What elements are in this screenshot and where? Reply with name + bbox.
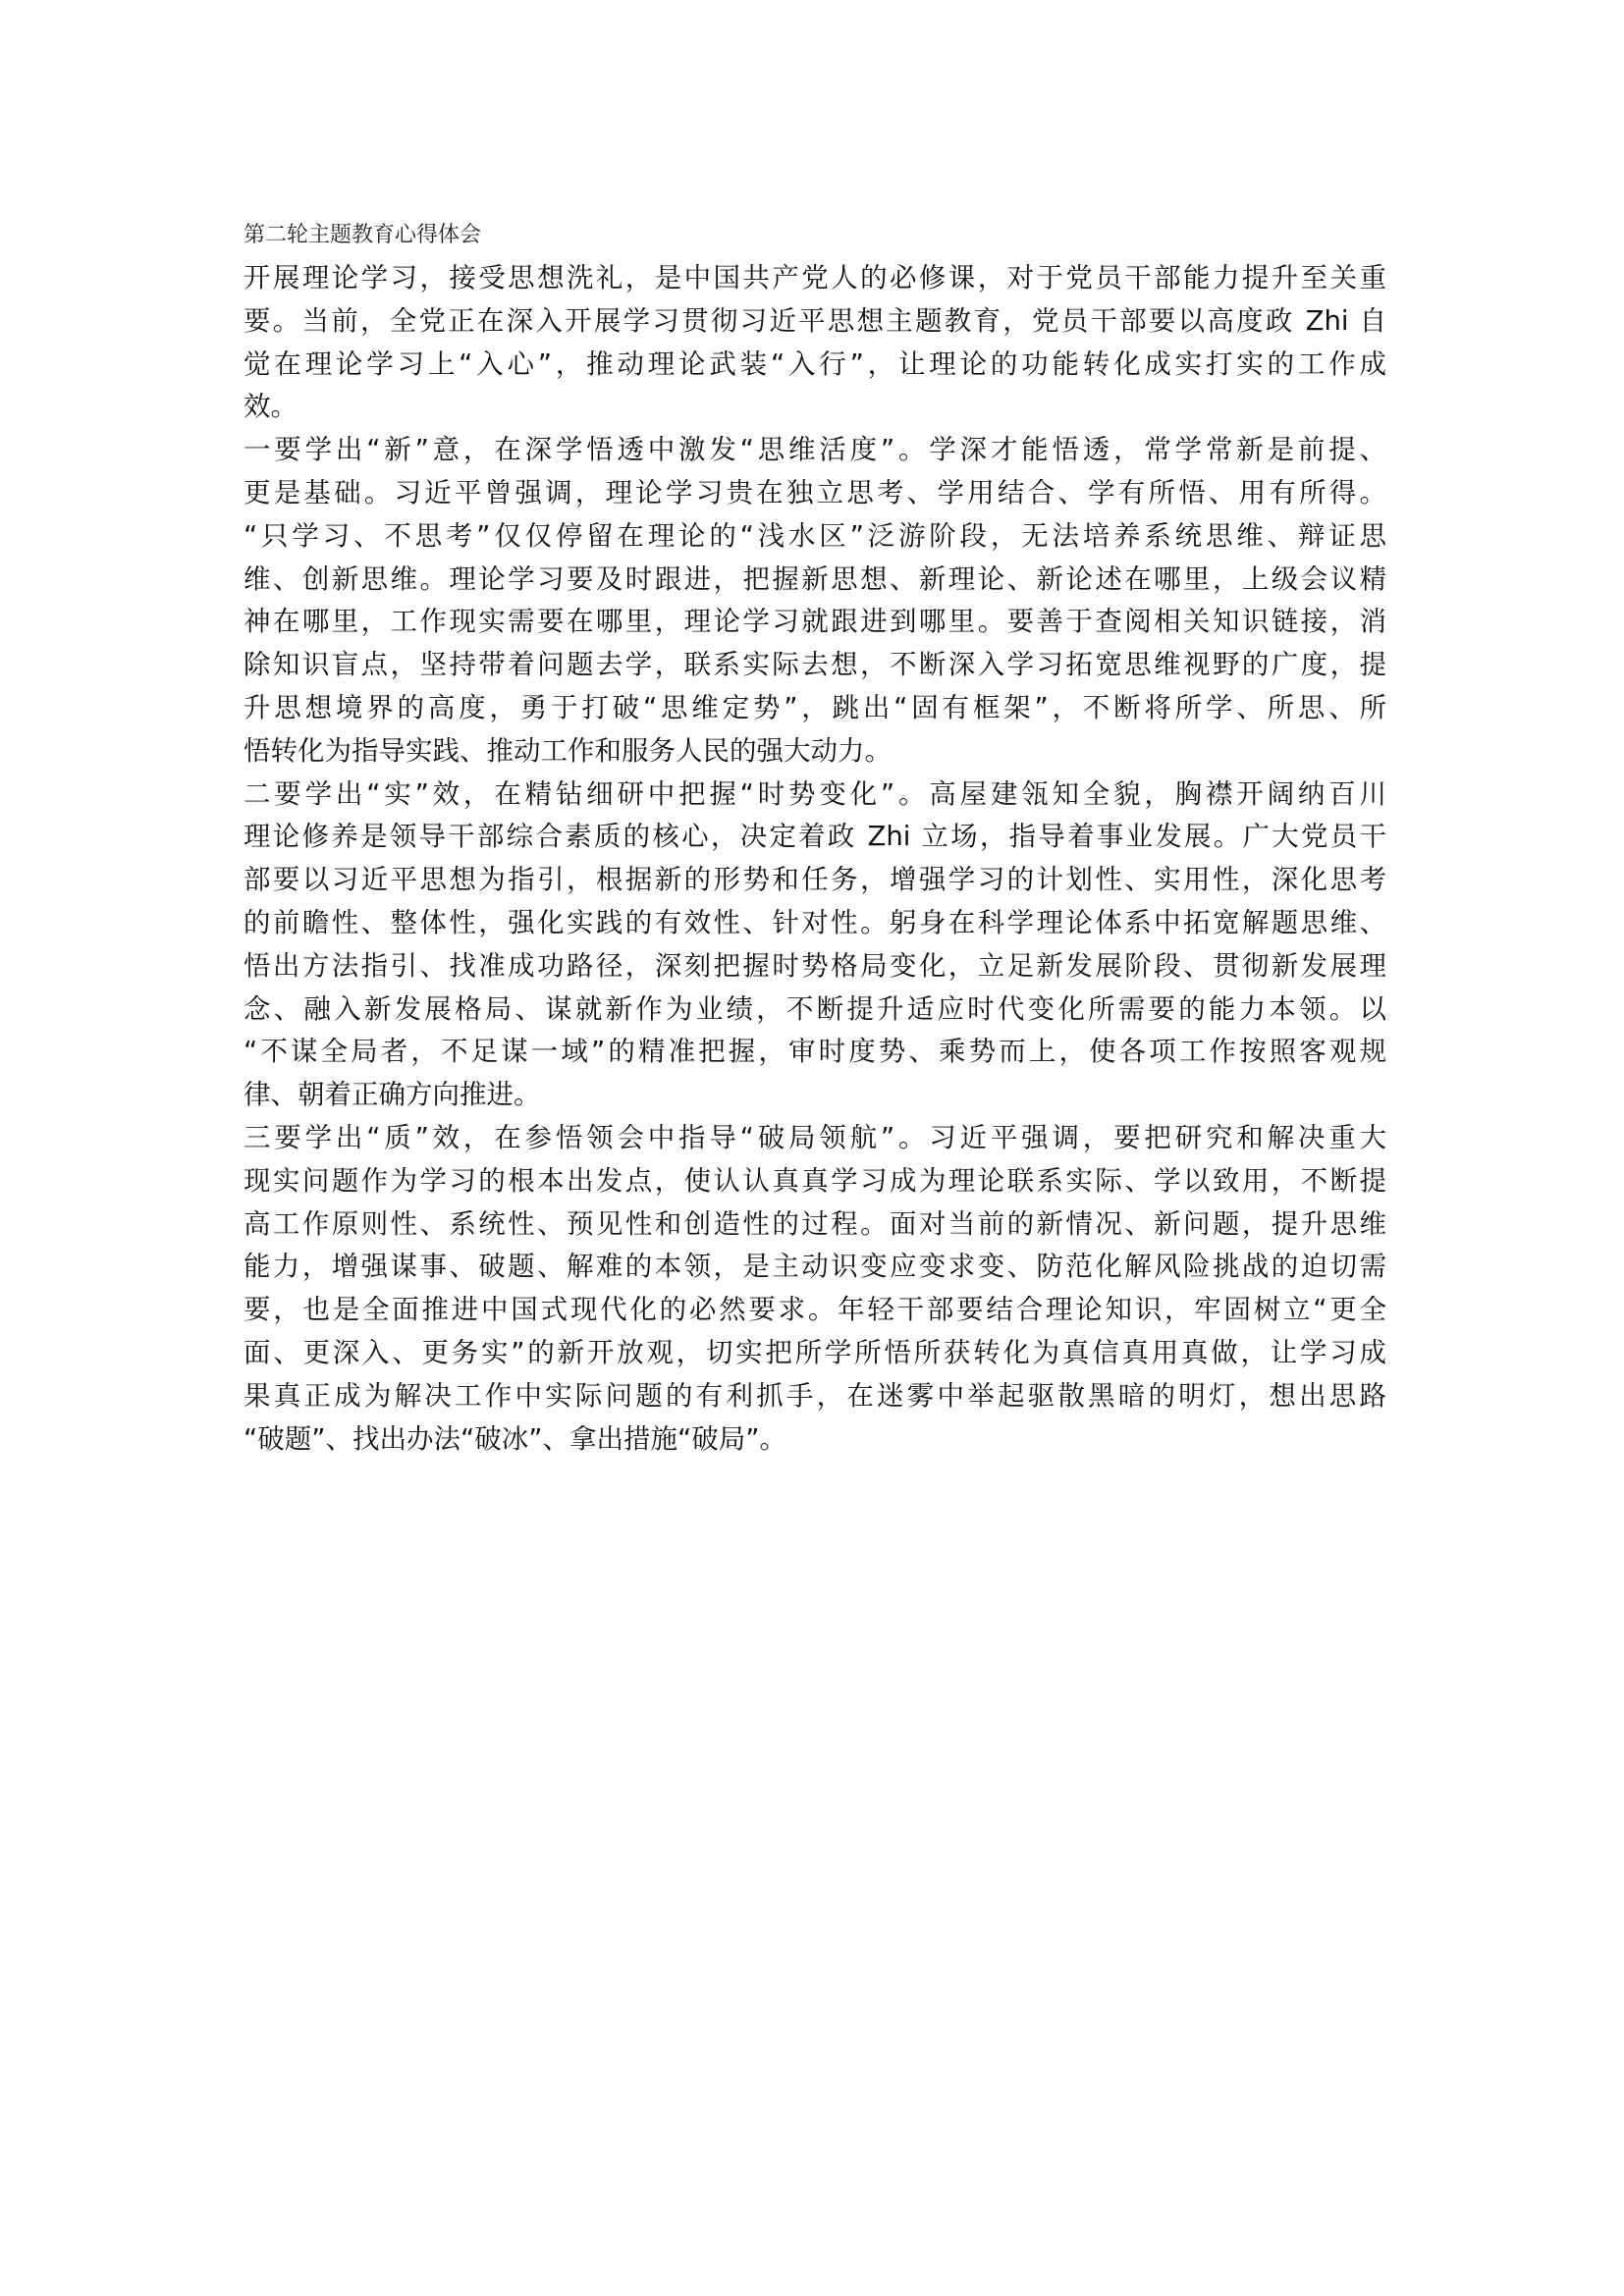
text-line: 律、朝着正确方向推进。 xyxy=(244,1079,541,1111)
text-line: 要。当前，全党正在深入开展学习贯彻习近平思想主题教育，党员干部要以高度政 Zhi 自 xyxy=(244,304,1386,337)
document-body xyxy=(244,214,1386,1461)
text-line: 升思想境界的高度，勇于打破“思维定势”，跳出“固有框架”，不断将所学、所思、所 xyxy=(244,691,1386,723)
text-line: 一要学出“新”意，在深学悟透中激发“思维活度”。学深才能悟透，常学常新是前提、 xyxy=(244,434,1386,466)
paragraph xyxy=(244,429,1386,773)
text-line: 现实问题作为学习的根本出发点，使认认真真学习成为理论联系实际、学以致用，不断提 xyxy=(244,1164,1386,1197)
text-line: 理论修养是领导干部综合素质的核心，决定着政 Zhi 立场，指导着事业发展。广大党员干 xyxy=(244,821,1386,853)
text-line: “破题”、找出办法“破冰”、拿出措施“破局”。 xyxy=(244,1422,786,1455)
text-line: 部要以习近平思想为指引，根据新的形势和任务，增强学习的计划性、实用性，深化思考 xyxy=(244,864,1386,896)
text-line: “不谋全局者，不足谋一域”的精准把握，审时度势、乘势而上，使各项工作按照客观规 xyxy=(244,1036,1386,1068)
text-line: 果真正成为解决工作中实际问题的有利抓手，在迷雾中举起驱散黑暗的明灯，想出思路 xyxy=(244,1379,1386,1412)
paragraph xyxy=(244,1117,1386,1461)
text-line: 二要学出“实”效，在精钻细研中把握“时势变化”。高屋建瓴知全貌，胸襟开阔纳百川 xyxy=(244,777,1386,810)
text-line: 三要学出“质”效，在参悟领会中指导“破局领航”。习近平强调，要把研究和解决重大 xyxy=(244,1121,1386,1153)
document-title: 第二轮主题教育心得体会 xyxy=(244,223,482,247)
text-line: 维、创新思维。理论学习要及时跟进，把握新思想、新理论、新论述在哪里，上级会议精 xyxy=(244,562,1386,595)
text-line: 觉在理论学习上“入心”，推动理论武装“入行”，让理论的功能转化成实打实的工作成 xyxy=(244,347,1386,380)
text-line: 悟转化为指导实践、推动工作和服务人民的强大动力。 xyxy=(244,734,892,767)
text-line: 除知识盲点，坚持带着问题去学，联系实际去想，不断深入学习拓宽思维视野的广度，提 xyxy=(244,649,1386,681)
text-line: 高工作原则性、系统性、预见性和创造性的过程。面对当前的新情况、新问题，提升思维 xyxy=(244,1207,1386,1240)
paragraph xyxy=(244,774,1386,1117)
text-line: 悟出方法指引、找准成功路径，深刻把握时势格局变化，立足新发展阶段、贯彻新发展理 xyxy=(244,949,1386,982)
paragraph xyxy=(244,257,1386,429)
text-line: 要，也是全面推进中国式现代化的必然要求。年轻干部要结合理论知识，牢固树立“更全 xyxy=(244,1294,1386,1326)
text-line: 神在哪里，工作现实需要在哪里，理论学习就跟进到哪里。要善于查阅相关知识链接，消 xyxy=(244,606,1386,638)
text-line: 开展理论学习，接受思想洗礼，是中国共产党人的必修课，对于党员干部能力提升至关重 xyxy=(244,262,1386,294)
text-line: 念、融入新发展格局、谋就新作为业绩，不断提升适应时代变化所需要的能力本领。以 xyxy=(244,992,1386,1025)
text-line: 的前瞻性、整体性，强化实践的有效性、针对性。躬身在科学理论体系中拓宽解题思维、 xyxy=(244,906,1386,938)
text-line: 效。 xyxy=(244,391,298,423)
text-line: 能力，增强谋事、破题、解难的本领，是主动识变应变求变、防范化解风险挑战的迫切需 xyxy=(244,1251,1386,1283)
text-line: 更是基础。习近平曾强调，理论学习贵在独立思考、学用结合、学有所悟、用有所得。 xyxy=(244,476,1386,508)
text-line: “只学习、不思考”仅仅停留在理论的“浅水区”泛游阶段，无法培养系统思维、辩证思 xyxy=(244,519,1386,552)
text-line: 面、更深入、更务实”的新开放观，切实把所学所悟所获转化为真信真用真做，让学习成 xyxy=(244,1336,1386,1368)
